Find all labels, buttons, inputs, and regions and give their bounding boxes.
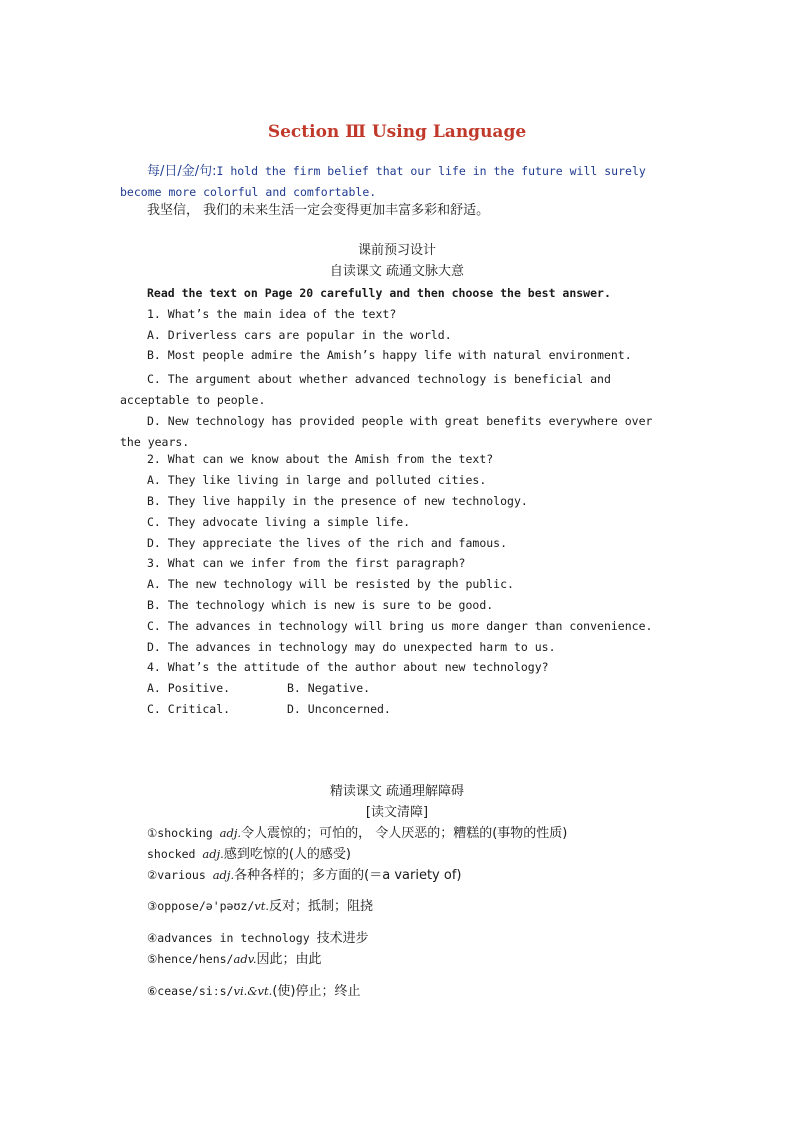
question-4-option-d: D. Unconcerned. <box>287 702 391 716</box>
question-3-option-d: D. The advances in technology may do unexpected harm to us. <box>147 640 556 654</box>
question-3-stem: 3. What can we infer from the first paragraph? <box>147 556 466 570</box>
question-1-option-d: D. New technology has provided people with great benefits everywhere over the years. <box>120 414 653 449</box>
question-1-stem: 1. What’s the main idea of the text? <box>147 307 397 321</box>
question-2-option-c: C. They advocate living a simple life. <box>147 515 411 529</box>
daily-sentence-label: 每/日/金/句: <box>147 164 217 179</box>
question-1-option-a: A. Driverless cars are popular in the world. <box>147 328 452 342</box>
vocab-item-shocked: shocked adj.感到吃惊的(人的感受) <box>147 847 351 862</box>
preview-heading: 课前预习设计 <box>357 243 436 258</box>
question-4-stem: 4. What’s the attitude of the author about new technology? <box>147 660 549 674</box>
question-2-option-a: A. They like living in large and polluted cities. <box>147 473 487 487</box>
question-1-option-c: C. The argument about whether advanced technology is beneficial and acceptable to people. <box>120 372 611 407</box>
vocab-item-oppose: ③oppose/ə'pəʊz/vt.反对；抵制；阻挠 <box>147 899 374 914</box>
daily-sentence-text: I hold the firm belief that our life in the future will surely become more colorful and comfortable. <box>120 164 646 199</box>
vocab-item-hence: ⑤hence/hens/adv.因此；由此 <box>147 952 322 967</box>
daily-sentence-cn: 我坚信， 我们的未来生活一定会变得更加丰富多彩和舒适。 <box>147 203 490 218</box>
question-3-option-c: C. The advances in technology will bring us more danger than convenience. <box>147 619 653 633</box>
vocab-item-shocking: ①shocking adj.令人震惊的；可怕的， 令人厌恶的；糟糕的(事物的性质) <box>147 826 568 841</box>
question-4-option-b: B. Negative. <box>287 681 371 695</box>
question-2-stem: 2. What can we know about the Amish from the text? <box>147 452 494 466</box>
instruction: Read the text on Page 20 carefully and then choose the best answer. <box>147 286 611 300</box>
question-4-row-1 <box>147 681 371 696</box>
question-2-option-b: B. They live happily in the presence of new technology. <box>147 494 528 508</box>
intensive-subheading: [读文清障] <box>365 805 429 820</box>
question-3-option-a: A. The new technology will be resisted by the public. <box>147 577 514 591</box>
daily-sentence-en <box>120 161 676 203</box>
question-4-option-c: C. Critical. <box>147 702 231 716</box>
question-4-option-a: A. Positive. <box>147 681 231 695</box>
vocab-item-various: ②various adj.各种各样的；多方面的(＝a variety of) <box>147 868 462 883</box>
page-title: Section Ⅲ Using Language <box>267 122 527 142</box>
intensive-heading: 精读课文 疏通理解障碍 <box>329 784 465 799</box>
question-2-option-d: D. They appreciate the lives of the rich and famous. <box>147 536 508 550</box>
question-1-option-b: B. Most people admire the Amish’s happy life with natural environment. <box>147 348 632 362</box>
question-4-row-2 <box>147 702 391 717</box>
vocab-item-cease: ⑥cease/siːs/vi.&vt.(使)停止；终止 <box>147 984 361 999</box>
preview-subheading: 自读课文 疏通文脉大意 <box>329 264 465 279</box>
question-3-option-b: B. The technology which is new is sure to be good. <box>147 598 494 612</box>
vocab-item-advances: ④advances in technology 技术进步 <box>147 931 369 946</box>
